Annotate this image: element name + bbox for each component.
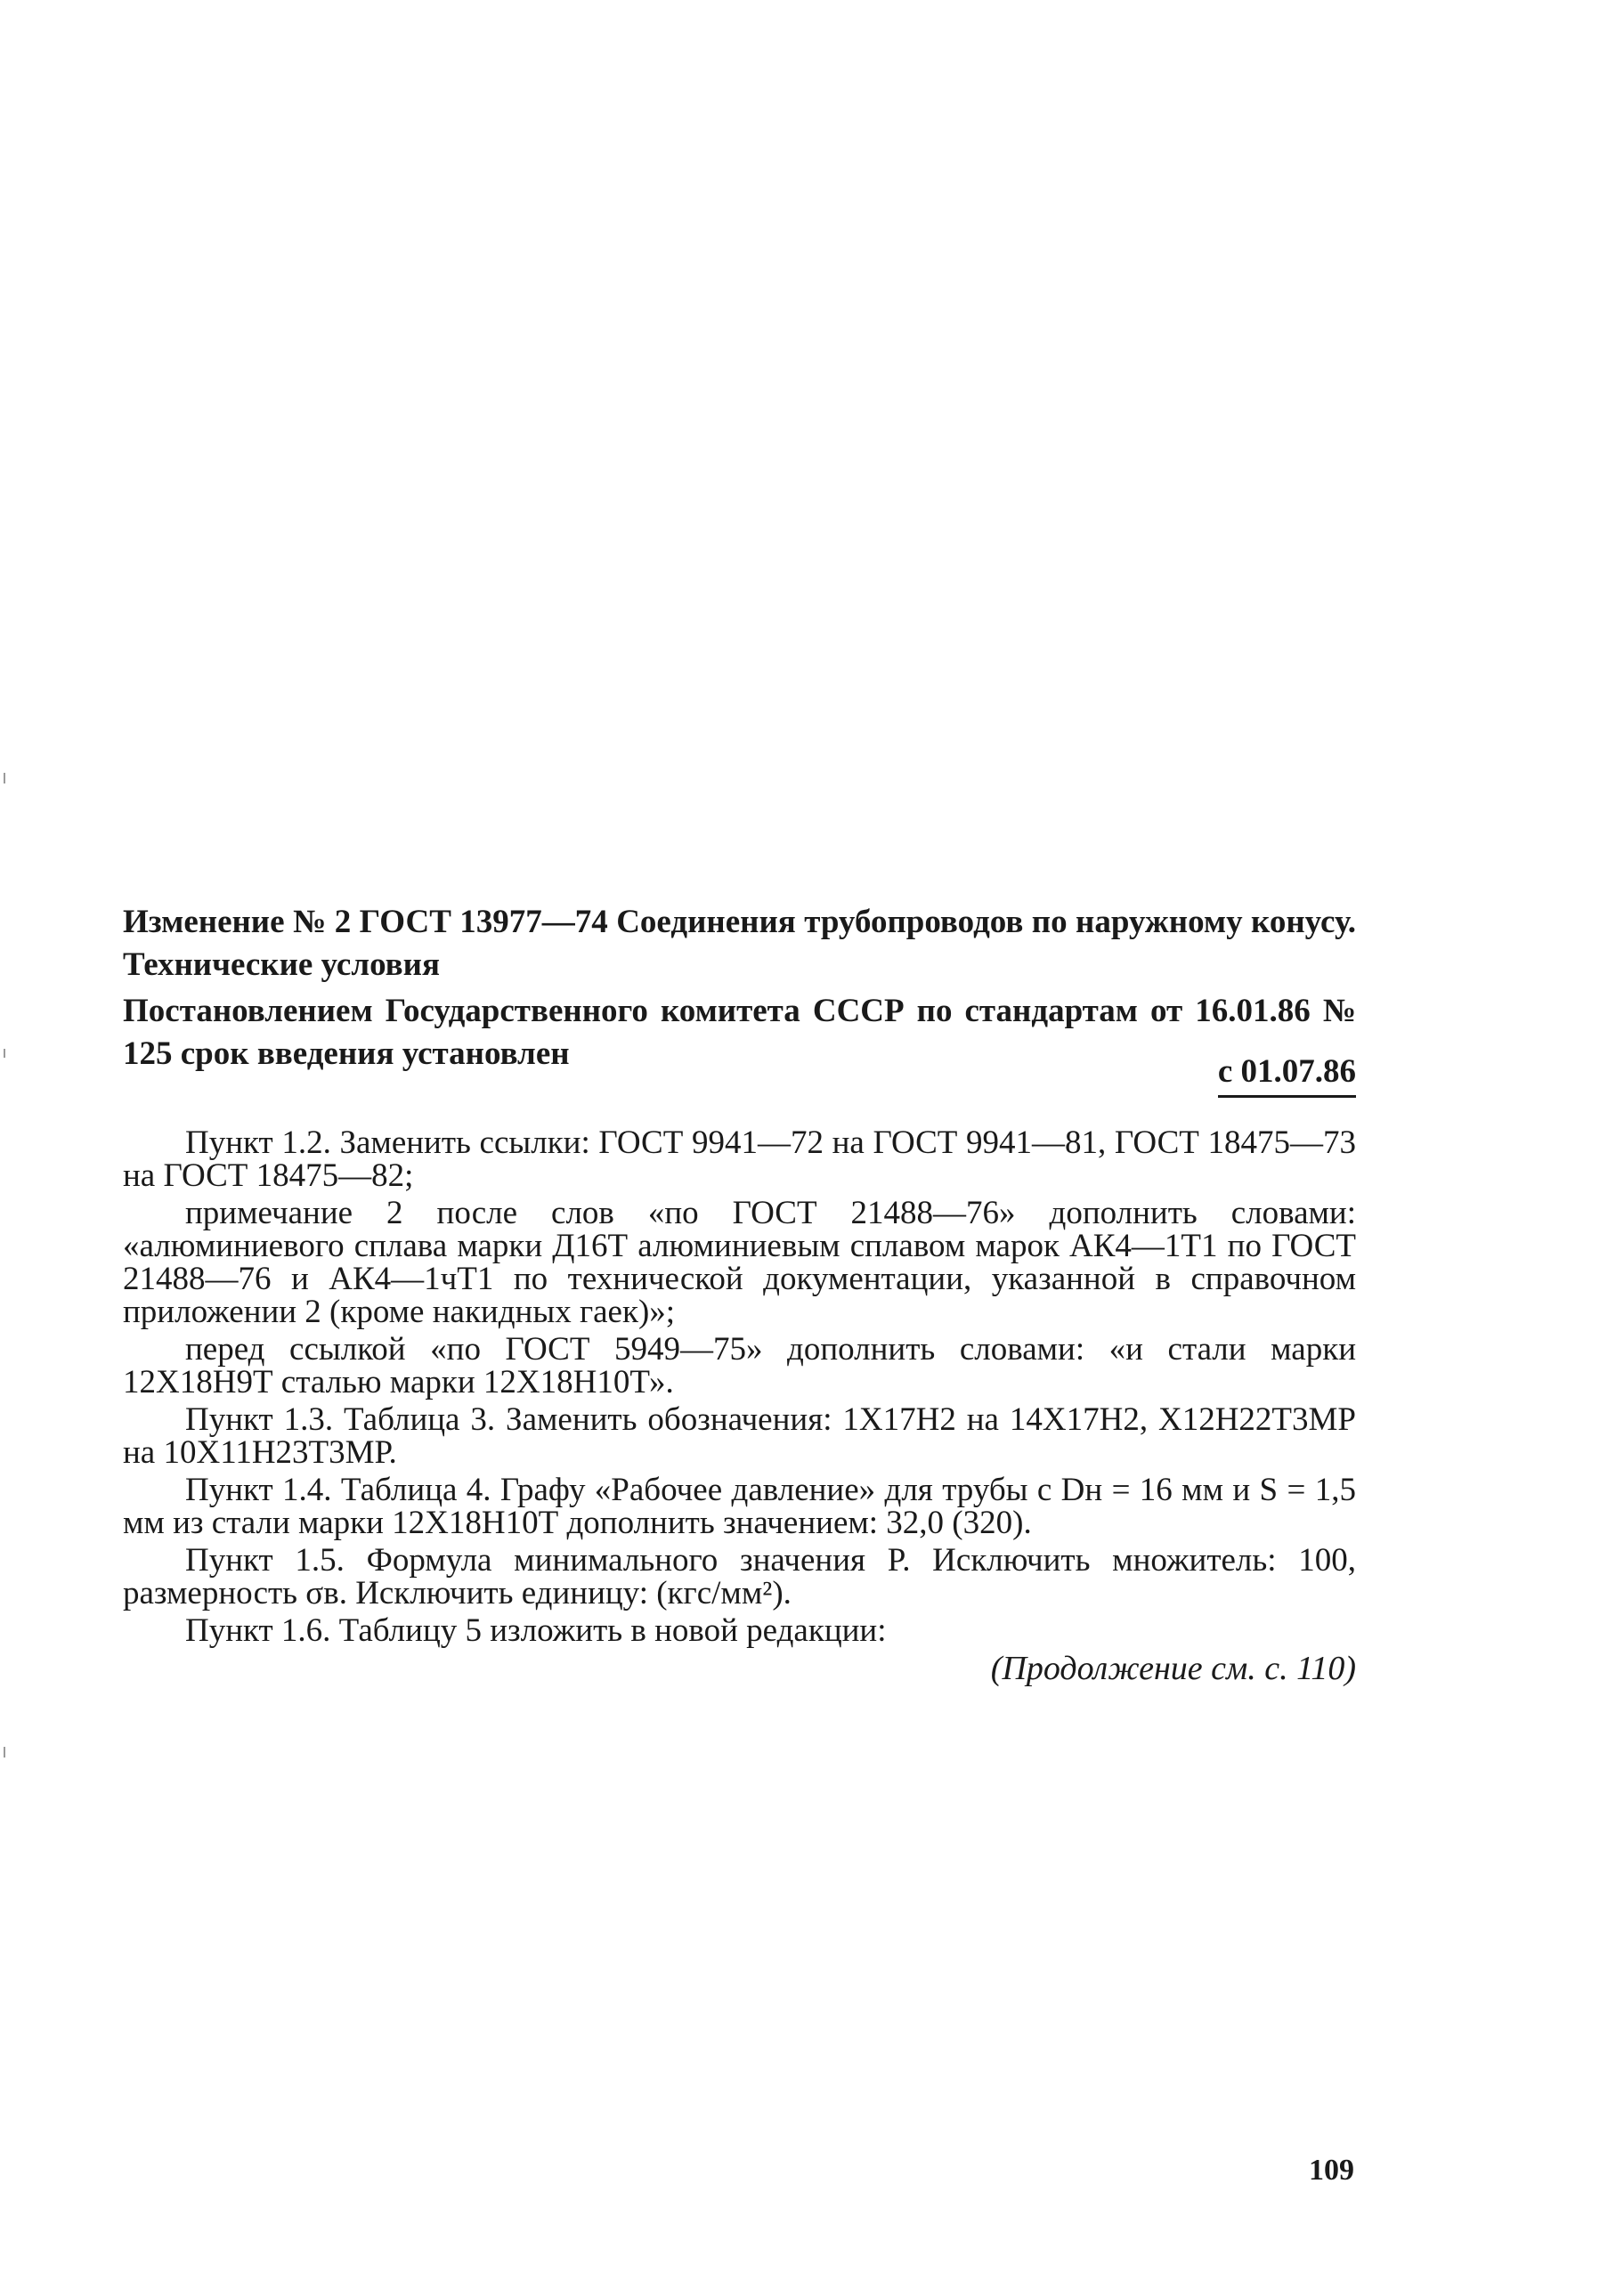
scan-edge-mark [4,1747,5,1758]
effective-date: с 01.07.86 [1218,1051,1356,1098]
paragraph-clause-1-4: Пункт 1.4. Таблица 4. Графу «Рабочее давление» для трубы с Dн = 16 мм и S = 1,5 мм из стали марки 12Х18Н10Т дополнить значением: 32,0 (320). [123,1472,1356,1541]
paragraph-note-2: примечание 2 после слов «по ГОСТ 21488—76» дополнить словами: «алюминиевого сплава марки Д16Т алюминиевым сплавом марок АК4—1Т1 по ГОСТ 21488—76 и АК4—1чТ1 по технической документации, указанной в справочном приложении 2 (кроме накидных гаек)»; [123,1195,1356,1330]
paragraph-clause-1-6: Пункт 1.6. Таблицу 5 изложить в новой редакции: [185,1612,887,1649]
continuation-note: (Продолжение см. с. 110) [990,1650,1356,1687]
decree-statement: Постановлением Государственного комитета СССР по стандартам от 16.01.86 № 125 срок введения установлен [123,993,1356,1072]
scan-edge-mark [4,773,5,783]
paragraph-clause-1-5: Пункт 1.5. Формула минимального значения P. Исключить множитель: 100, размерность σв. Исключить единицу: (кгс/мм²). [123,1542,1356,1611]
amendment-title: Изменение № 2 ГОСТ 13977—74 Соединения трубопроводов по наружному конусу. Технические условия [123,904,1356,983]
paragraph-clause-1-2: Пункт 1.2. Заменить ссылки: ГОСТ 9941—72 на ГОСТ 9941—81, ГОСТ 18475—73 на ГОСТ 18475—82; [123,1124,1356,1194]
scan-edge-mark [4,1049,5,1058]
amendment-body [123,1126,1356,1652]
page-number: 109 [1309,2154,1354,2187]
paragraph-gost-5949: перед ссылкой «по ГОСТ 5949—75» дополнить словами: «и стали марки 12Х18Н9Т сталью марки 12Х18Н10Т». [123,1331,1356,1400]
paragraph-clause-1-3: Пункт 1.3. Таблица 3. Заменить обозначения: 1Х17Н2 на 14Х17Н2, Х12Н22Т3МР на 10Х11Н23Т3МР. [123,1401,1356,1471]
